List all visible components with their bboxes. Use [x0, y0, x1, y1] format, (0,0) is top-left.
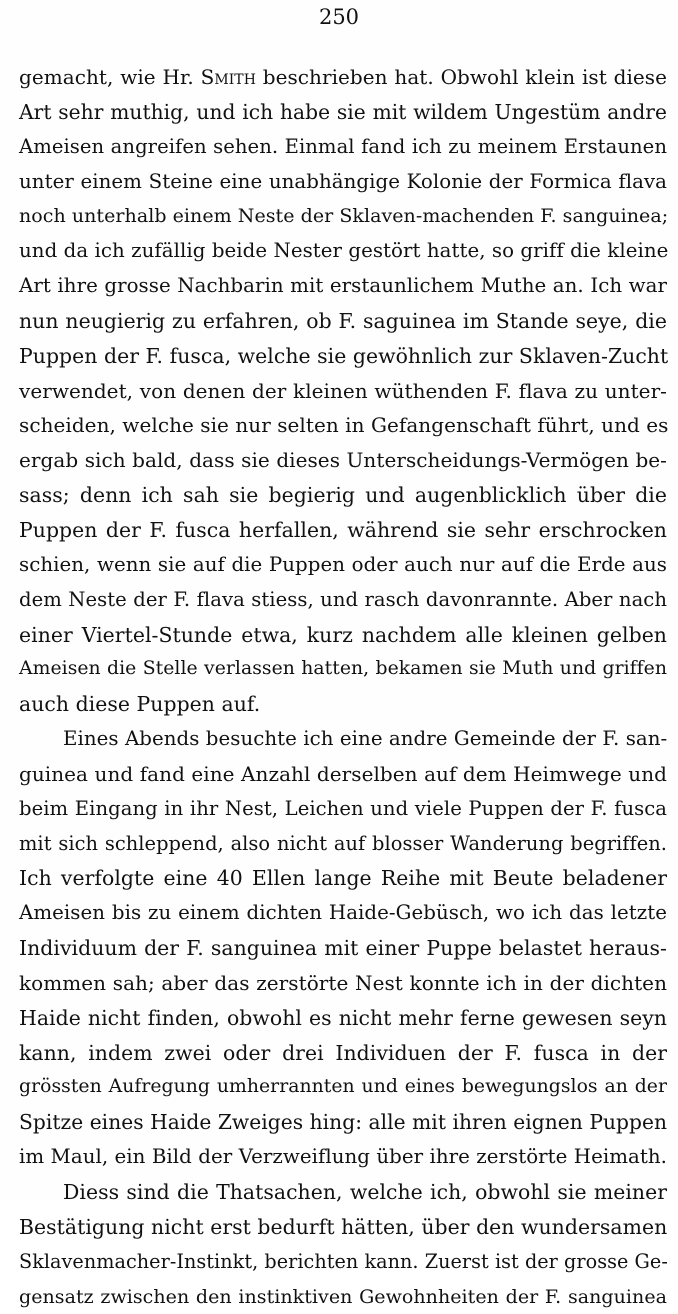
text-line: Ameisen angreifen sehen. Einmal fand ich zu meinem Erstaunen [19, 134, 667, 158]
text-line: Spitze eines Haide Zweiges hing: alle mit ihren eignen Puppen [19, 1110, 667, 1135]
text-line: ergab sich bald, dass sie dieses Unterscheidungs-Vermögen be- [19, 448, 667, 473]
text-line: einer Viertel-Stunde etwa, kurz nachdem alle kleinen gelben [19, 622, 667, 647]
text-line: Ich verfolgte eine 40 Ellen lange Reihe mit Beute beladener [19, 866, 667, 891]
text-line: verwendet, von denen der kleinen wüthenden F. flava zu unter- [19, 378, 667, 403]
text-line: Puppen der F. fusca herfallen, während sie sehr erschrocken [19, 517, 667, 542]
text-line: im Maul, ein Bild der Verzweiflung über ihre zerstörte Heimath. [19, 1145, 667, 1169]
text-line: Sklavenmacher-Instinkt, berichten kann. Zuerst ist der grosse Ge- [19, 1249, 668, 1273]
page-number: 250 [318, 5, 360, 29]
text-line: Ameisen bis zu einem dichten Haide-Gebüsch, wo ich das letzte [19, 901, 667, 925]
text-line: Art sehr muthig, und ich habe sie mit wildem Ungestüm andre [19, 99, 667, 124]
text-line: Diess sind die Thatsachen, welche ich, obwohl sie meiner [63, 1180, 667, 1204]
text-line: beim Eingang in ihr Nest, Leichen und viele Puppen der F. fusca [19, 796, 667, 820]
text-line: nun neugierig zu erfahren, ob F. saguinea im Stande seye, die [19, 308, 667, 333]
text-line: sass; denn ich sah sie begierig und augenblicklich über die [19, 483, 667, 508]
text-line: Ameisen die Stelle verlassen hatten, bekamen sie Muth und griffen [19, 658, 667, 680]
text-line: Art ihre grosse Nachbarin mit erstaunlichem Muthe an. Ich war [19, 274, 667, 298]
text-line: Bestätigung nicht erst bedurft hätten, über den wundersamen [19, 1214, 668, 1239]
text-line: guinea und fand eine Anzahl derselben auf dem Heimwege und [19, 761, 667, 786]
text-line: kommen sah; aber das zerstörte Nest konnte ich in der dichten [19, 970, 667, 995]
text-line: scheiden, welche sie nur selten in Gefangenschaft führt, und es [19, 413, 669, 438]
text-line: kann, indem zwei oder drei Individuen der F. fusca in der [19, 1040, 667, 1065]
text-line: Individuum der F. sanguinea mit einer Puppe belastet heraus- [19, 936, 667, 961]
text-line: grössten Aufregung umherrannten und eines bewegungslos an der [19, 1076, 667, 1098]
text-line: noch unterhalb einem Neste der Sklaven-machenden F. sanguinea; [19, 205, 669, 228]
text-line: mit sich schleppend, also nicht auf blosser Wanderung begriffen. [19, 831, 667, 855]
text-line: gemacht, wie Hr. Smith beschrieben hat. Obwohl klein ist diese [19, 65, 667, 89]
text-line: und da ich zufällig beide Nester gestört hatte, so griff die kleine [19, 239, 669, 263]
text-line: Haide nicht finden, obwohl es nicht mehr ferne gewesen seyn [19, 1005, 667, 1030]
text-line: schien, wenn sie auf die Puppen oder auch nur auf die Erde aus [19, 552, 667, 576]
body-text [19, 60, 667, 1314]
author-name: Smith [200, 65, 256, 89]
text-line: Puppen der F. fusca, welche sie gewöhnlich zur Sklaven-Zucht [19, 343, 669, 368]
text-line: auch diese Puppen auf. [19, 692, 261, 717]
text-line: unter einem Steine eine unabhängige Kolonie der Formica flava [19, 169, 667, 193]
text-line: dem Neste der F. flava stiess, und rasch davonrannte. Aber nach [19, 587, 667, 611]
text-line: gensatz zwischen den instinktiven Gewohnheiten der F. sanguinea [19, 1285, 667, 1308]
text-line: Eines Abends besuchte ich eine andre Gemeinde der F. san- [63, 727, 668, 751]
